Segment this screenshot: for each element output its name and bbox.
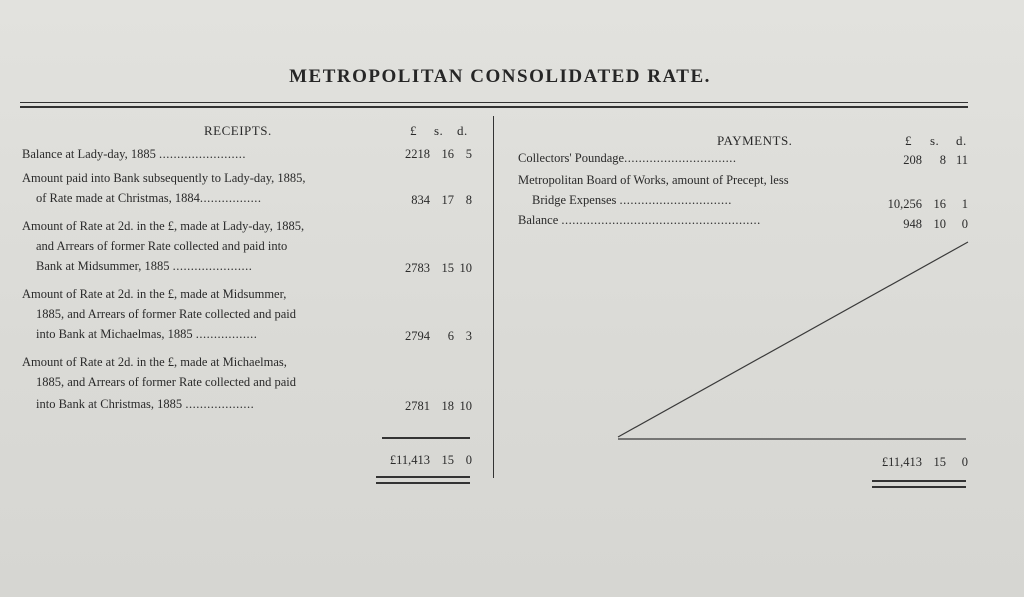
receipts-col-shillings: s. [434, 123, 444, 138]
receipt-row-5-line-1: Amount of Rate at 2d. in the £, made at Michaelmas, [22, 355, 287, 369]
payments-col-pounds: £ [905, 133, 912, 148]
receipts-col-pounds: £ [410, 123, 417, 138]
receipt-row-5-pence: 10 [459, 399, 472, 413]
receipt-row-4-line-2: 1885, and Arrears of former Rate collected and paid [36, 307, 296, 321]
receipts-total-shillings: 15 [441, 453, 454, 467]
receipt-row-4-line-3: into Bank at Michaelmas, 1885 ................. [36, 327, 258, 341]
receipt-row-5-shillings: 18 [441, 399, 454, 413]
receipt-row-3-line-2: and Arrears of former Rate collected and paid into [36, 239, 288, 253]
payment-row-2-shillings: 16 [933, 197, 946, 211]
payments-total-double-rule [872, 480, 966, 488]
receipt-row-3-line-3: Bank at Midsummer, 1885 ...................... [36, 259, 253, 273]
payment-row-3-shillings: 10 [933, 217, 946, 231]
receipt-row-1-pence: 5 [465, 147, 472, 161]
payment-row-1-shillings: 8 [939, 153, 946, 167]
receipt-row-3-pounds: 2783 [405, 261, 430, 275]
receipt-row-1-shillings: 16 [441, 147, 454, 161]
receipt-row-5-line-3: into Bank at Christmas, 1885 ................... [36, 397, 255, 411]
payments-total-pounds: £11,413 [881, 455, 922, 469]
payments-heading: PAYMENTS. [717, 133, 793, 148]
payments-total-shillings: 15 [933, 455, 946, 469]
payment-row-2-pounds: 10,256 [887, 197, 922, 211]
payments-col-pence: d. [956, 133, 967, 148]
payment-row-2-pence: 1 [961, 197, 968, 211]
receipt-row-3-pence: 10 [459, 261, 472, 275]
receipt-row-2-pounds: 834 [411, 193, 430, 207]
receipts-heading: RECEIPTS. [204, 123, 272, 138]
receipt-row-2-line-1: Amount paid into Bank subsequently to Lady-day, 1885, [22, 171, 306, 185]
payment-row-1-pounds: 208 [903, 153, 922, 167]
receipt-row-4-line-1: Amount of Rate at 2d. in the £, made at Midsummer, [22, 287, 287, 301]
receipts-col-pence: d. [457, 123, 468, 138]
payment-row-3-label: Balance ....................................................... [518, 213, 761, 227]
receipt-row-4-shillings: 6 [447, 329, 454, 343]
receipt-row-2-pence: 8 [465, 193, 472, 207]
receipt-row-2-line-2: of Rate made at Christmas, 1884................. [36, 191, 262, 205]
payment-row-3-pence: 0 [961, 217, 968, 231]
receipt-row-1-label: Balance at Lady-day, 1885 ........................ [22, 147, 246, 161]
diagonal-line [618, 242, 968, 437]
receipt-row-4-pounds: 2794 [405, 329, 430, 343]
receipt-row-2-shillings: 17 [441, 193, 454, 207]
receipts-total-pence: 0 [465, 453, 472, 467]
receipt-row-3-shillings: 15 [441, 261, 454, 275]
payments-col-shillings: s. [930, 133, 940, 148]
payment-row-2-line-1: Metropolitan Board of Works, amount of Precept, less [518, 173, 789, 187]
receipt-row-1-pounds: 2218 [405, 147, 430, 161]
receipt-row-5-line-2: 1885, and Arrears of former Rate collected and paid [36, 375, 296, 389]
payment-row-1-label: Collectors' Poundage............................... [518, 151, 737, 165]
page-title: METROPOLITAN CONSOLIDATED RATE. [289, 66, 711, 87]
receipts-total-pounds: £11,413 [389, 453, 430, 467]
payments-total-pence: 0 [961, 455, 968, 469]
payment-row-1-pence: 11 [955, 153, 968, 167]
payment-row-2-line-2: Bridge Expenses ............................... [532, 193, 732, 207]
receipt-row-5-pounds: 2781 [405, 399, 430, 413]
payment-row-3-pounds: 948 [903, 217, 922, 231]
receipt-row-3-line-1: Amount of Rate at 2d. in the £, made at Lady-day, 1885, [22, 219, 305, 233]
receipt-row-4-pence: 3 [465, 329, 472, 343]
